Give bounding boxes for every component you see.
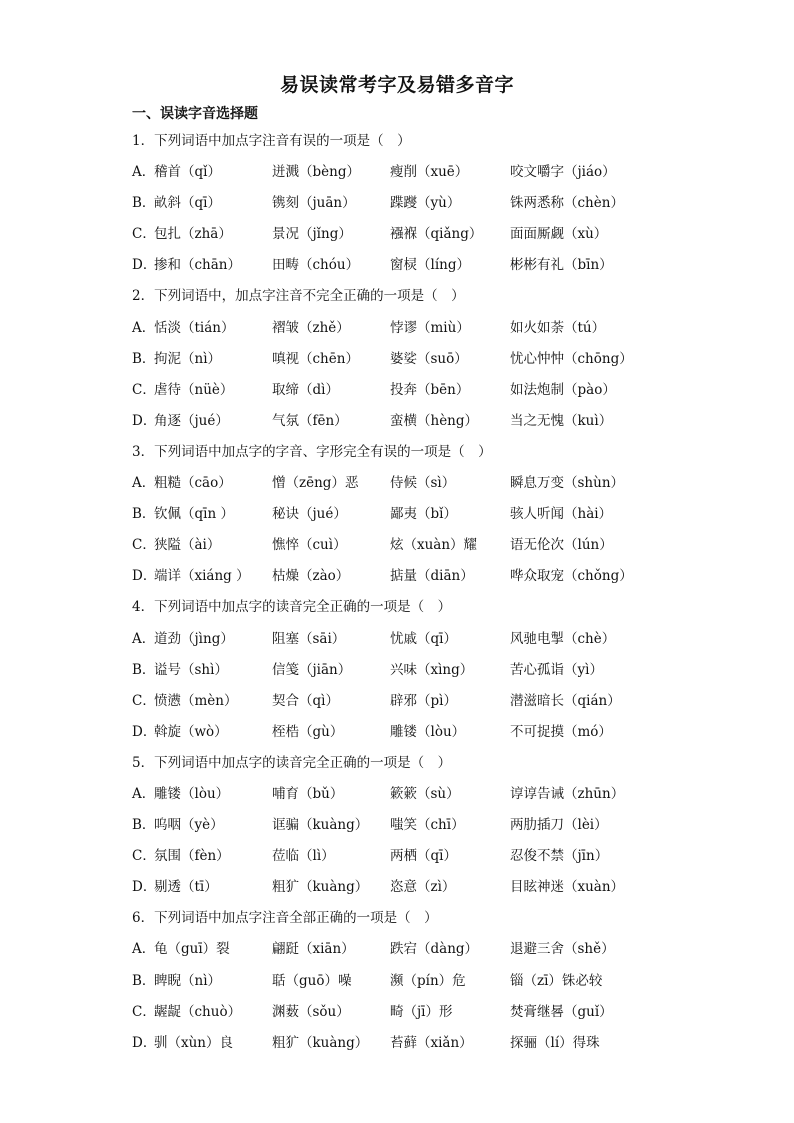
option-row [132, 344, 772, 375]
option-word: 憔悴（cuì） [272, 537, 347, 554]
option-word: 呜咽（yè） [154, 817, 224, 834]
option-word: 目眩神迷（xuàn） [510, 879, 625, 896]
option-word: 瘦削（xuē） [390, 164, 469, 181]
option-word: 瞬息万变（shùn） [510, 475, 625, 492]
option-label: B． [132, 350, 156, 367]
option-word: 愤懑（mèn） [154, 692, 238, 709]
option-word: 投奔（bēn） [390, 381, 470, 398]
option-word: 驯（xùn）良 [154, 1034, 234, 1051]
option-word: 锱（zī）铢必较 [510, 972, 603, 989]
option-label: A． [132, 164, 156, 181]
option-label: C． [132, 537, 156, 554]
option-word: 婆娑（suō） [390, 350, 468, 367]
option-word: 龌龊（chuò） [154, 1003, 242, 1020]
option-word: 翩跹（xiān） [272, 941, 355, 958]
option-word: 气氛（fēn） [272, 412, 348, 429]
option-row [132, 219, 772, 250]
option-word: 秘诀（jué） [272, 506, 347, 523]
option-word: 忧心忡忡（chōng） [510, 350, 633, 367]
option-word: 睥睨（nì） [154, 972, 222, 989]
option-word: 诓骗（kuàng） [272, 817, 369, 834]
option-label: B． [132, 817, 156, 834]
option-word: 田畴（chóu） [272, 257, 360, 274]
option-word: 如法炮制（pào） [510, 381, 616, 398]
option-word: 忍俊不禁（jīn） [510, 848, 609, 865]
option-word: 包扎（zhā） [154, 226, 232, 243]
option-word: 襁褓（qiǎng） [390, 226, 483, 243]
option-word: 不可捉摸（mó） [510, 723, 612, 740]
option-word: 聒（guō）噪 [272, 972, 352, 989]
option-word: 阻塞（sāi） [272, 630, 346, 647]
option-word: 嗔视（chēn） [272, 350, 359, 367]
option-word: 当之无愧（kuì） [510, 412, 613, 429]
option-row [132, 188, 772, 219]
option-row [132, 872, 772, 903]
option-row [132, 561, 772, 592]
option-word: 虐待（nüè） [154, 381, 234, 398]
option-row [132, 157, 772, 188]
section-heading: 一、误读字音选择题 [132, 106, 258, 122]
option-label: D． [132, 412, 157, 429]
option-label: D． [132, 879, 157, 896]
option-word: 镌刻（juān） [272, 195, 356, 212]
option-word: 狭隘（ài） [154, 537, 221, 554]
option-label: B． [132, 972, 156, 989]
option-row [132, 375, 772, 406]
option-row [132, 966, 772, 997]
option-word: 跌宕（dàng） [390, 941, 479, 958]
option-word: 悖谬（miù） [390, 319, 470, 336]
option-word: 铢两悉称（chèn） [510, 195, 624, 212]
option-label: A． [132, 785, 156, 802]
option-word: 炫（xuàn）耀 [390, 537, 478, 554]
option-word: 濒（pín）危 [390, 972, 466, 989]
option-label: B． [132, 661, 156, 678]
option-word: 恬淡（tián） [154, 319, 235, 336]
option-word: 契合（qì） [272, 692, 339, 709]
option-row [132, 997, 772, 1028]
option-word: 谥号（shì） [154, 661, 228, 678]
option-word: 彬彬有礼（bīn） [510, 257, 613, 274]
option-word: 桎梏（gù） [272, 723, 344, 740]
option-label: D． [132, 723, 157, 740]
option-word: 苔藓（xiǎn） [390, 1034, 473, 1051]
option-word: 粗犷（kuàng） [272, 1034, 369, 1051]
option-word: 迸溅（bèng） [272, 164, 360, 181]
option-row [132, 624, 772, 655]
option-word: 骇人听闻（hài） [510, 506, 613, 523]
option-word: 蛮横（hèng） [390, 412, 479, 429]
question-stem: 1．下列词语中加点字注音有误的一项是（ ） [132, 133, 411, 149]
option-word: 雕镂（lòu） [154, 785, 230, 802]
option-word: 兴味（xìng） [390, 661, 474, 678]
option-word: 鄙夷（bǐ） [390, 506, 457, 523]
option-row [132, 686, 772, 717]
option-word: 稽首（qǐ） [154, 164, 221, 181]
option-label: A． [132, 630, 156, 647]
option-row [132, 1028, 772, 1059]
question-list [132, 126, 772, 1059]
option-word: 嗤笑（chī） [390, 817, 465, 834]
option-row [132, 841, 772, 872]
option-word: 簌簌（sù） [390, 785, 460, 802]
option-word: 面面厮觑（xù） [510, 226, 608, 243]
option-word: 粗犷（kuàng） [272, 879, 369, 896]
option-word: 探骊（lí）得珠 [510, 1034, 600, 1051]
option-label: C． [132, 1003, 156, 1020]
option-label: A． [132, 941, 156, 958]
option-word: 如火如荼（tú） [510, 319, 606, 336]
option-label: C． [132, 226, 156, 243]
option-label: A． [132, 319, 156, 336]
option-word: 褶皱（zhě） [272, 319, 350, 336]
option-word: 哗众取宠（chǒng） [510, 568, 633, 585]
question-stem: 5．下列词语中加点字的读音完全正确的一项是（ ） [132, 754, 452, 771]
question-stem: 6．下列词语中加点字注音全部正确的一项是（ ） [132, 910, 438, 927]
option-word: 莅临（lì） [272, 848, 335, 865]
option-word: 哺育（bǔ） [272, 785, 344, 802]
option-word: 风驰电掣（chè） [510, 630, 616, 647]
option-word: 潜滋暗长（qián） [510, 692, 621, 709]
option-word: 窗棂（líng） [390, 257, 470, 274]
page-title: 易误读常考字及易错多音字 [279, 74, 514, 96]
option-row [132, 313, 772, 344]
option-row [132, 406, 772, 437]
option-word: 粗糙（cāo） [154, 475, 232, 492]
option-word: 渊薮（sǒu） [272, 1003, 350, 1020]
option-word: 斡旋（wò） [154, 723, 228, 740]
option-word: 角逐（jué） [154, 412, 229, 429]
option-row [132, 717, 772, 748]
option-word: 两肋插刀（lèi） [510, 817, 608, 834]
option-row [132, 499, 772, 530]
option-label: B． [132, 506, 156, 523]
option-word: 忧戚（qī） [390, 630, 457, 647]
option-word: 景况（jǐng） [272, 226, 352, 243]
option-row [132, 250, 772, 281]
option-word: 两栖（qī） [390, 848, 457, 865]
option-word: 剔透（tī） [154, 879, 218, 896]
option-label: D． [132, 568, 157, 585]
option-word: 恣意（zì） [390, 879, 456, 896]
option-word: 雕镂（lòu） [390, 723, 466, 740]
option-word: 焚膏继晷（guǐ） [510, 1003, 613, 1020]
option-word: 掺和（chān） [154, 257, 241, 274]
option-label: C． [132, 848, 156, 865]
option-word: 侍候（sì） [390, 475, 456, 492]
option-label: C． [132, 692, 156, 709]
option-word: 端详（xiáng ） [154, 568, 250, 585]
option-label: A． [132, 475, 156, 492]
option-word: 苦心孤诣（yì） [510, 661, 603, 678]
option-word: 枯燥（zào） [272, 568, 350, 585]
option-label: D． [132, 257, 157, 274]
option-label: C． [132, 381, 156, 398]
question-stem: 2．下列词语中，加点字注音不完全正确的一项是（ ） [132, 288, 465, 305]
option-word: 龟（guī）裂 [154, 941, 230, 958]
option-word: 语无伦次（lún） [510, 537, 613, 554]
option-label: B． [132, 195, 156, 212]
option-row [132, 779, 772, 810]
option-row [132, 655, 772, 686]
option-word: 谆谆告诫（zhūn） [510, 785, 625, 802]
option-word: 畝斜（qī） [154, 195, 221, 212]
option-word: 信笺（jiān） [272, 661, 352, 678]
option-word: 氛围（fèn） [154, 848, 230, 865]
option-row [132, 810, 772, 841]
option-row [132, 934, 772, 965]
option-word: 畸（jī）形 [390, 1003, 453, 1020]
option-word: 拘泥（nì） [154, 350, 222, 367]
option-word: 辟邪（pì） [390, 692, 457, 709]
option-label: D． [132, 1034, 157, 1051]
option-word: 咬文嚼字（jiáo） [510, 164, 616, 181]
option-word: 蹀躞（yù） [390, 195, 461, 212]
option-row [132, 468, 772, 499]
option-word: 道劲（jìng） [154, 630, 234, 647]
question-stem: 4．下列词语中加点字的读音完全正确的一项是（ ） [132, 599, 452, 616]
option-row [132, 530, 772, 561]
option-word: 钦佩（qīn ） [154, 506, 234, 523]
option-word: 掂量（diān） [390, 568, 474, 585]
question-stem: 3．下列词语中加点字的字音、字形完全有误的一项是（ ） [132, 443, 492, 460]
option-word: 取缔（dì） [272, 381, 339, 398]
option-word: 退避三舍（shě） [510, 941, 615, 958]
option-word: 憎（zēng）恶 [272, 475, 359, 492]
